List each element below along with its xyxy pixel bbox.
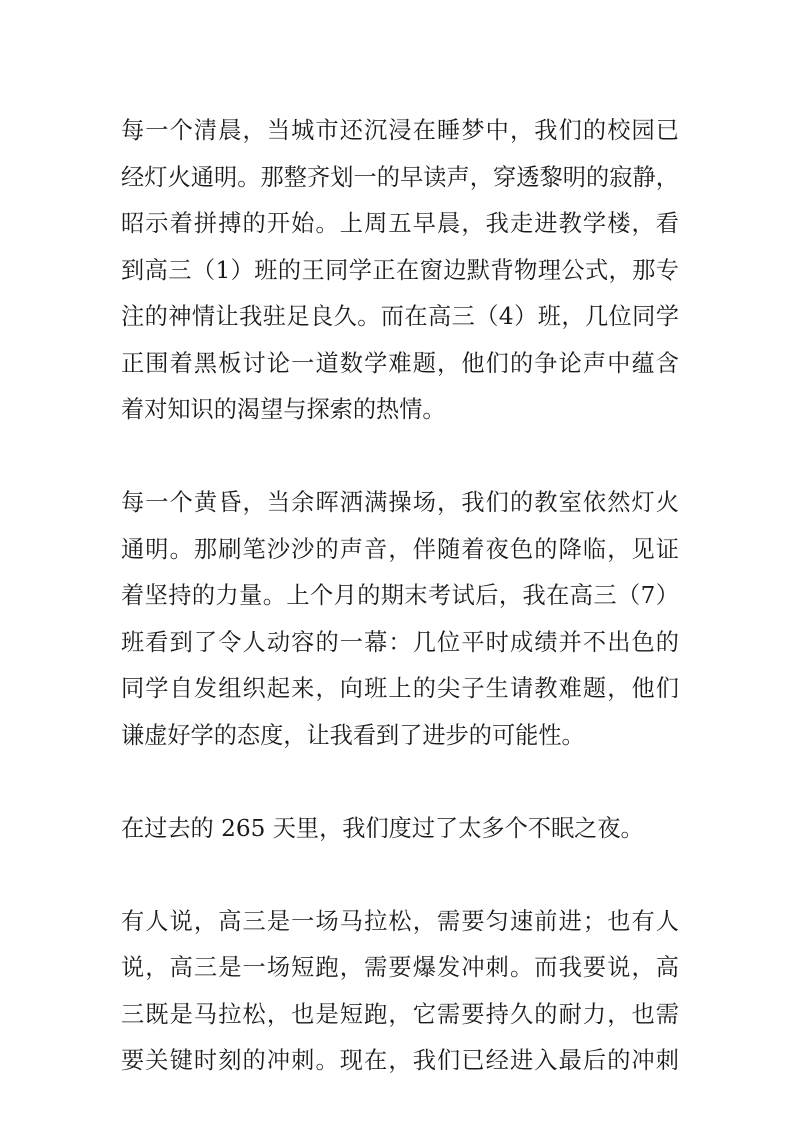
paragraph-265-days [121, 806, 679, 853]
text-line: 通明。那刷笔沙沙的声音，伴随着夜色的降临，见证 [121, 535, 679, 563]
text-line: 谦虚好学的态度，让我看到了进步的可能性。 [121, 721, 585, 749]
text-line: 三既是马拉松，也是短跑，它需要持久的耐力，也需 [121, 1000, 679, 1028]
text-line: 昭示着拼搏的开始。上周五早晨，我走进教学楼，看 [121, 210, 679, 237]
text-line: 要关键时刻的冲刺。现在，我们已经进入最后的冲刺 [121, 1047, 679, 1074]
text-line: 每一个清晨，当城市还沉浸在睡梦中，我们的校园已 [121, 117, 679, 144]
document-body [121, 108, 679, 1131]
paragraph-marathon [121, 899, 679, 1085]
paragraph-evening [121, 480, 679, 759]
text-line: 正围着黑板讨论一道数学难题，他们的争论声中蕴含 [121, 349, 679, 377]
text-line: 注的神情让我驻足良久。而在高三（4）班，几位同学 [121, 303, 679, 330]
text-line: 班看到了令人动容的一幕：几位平时成绩并不出色的 [121, 628, 679, 656]
text-line: 到高三（1）班的王同学正在窗边默背物理公式，那专 [121, 256, 679, 284]
paragraph-morning [121, 108, 679, 434]
text-line: 每一个黄昏，当余晖洒满操场，我们的教室依然灯火 [121, 489, 679, 516]
text-line: 在过去的 265 天里，我们度过了太多个不眠之夜。 [121, 814, 644, 842]
text-line: 着坚持的力量。上个月的期末考试后，我在高三（7） [121, 582, 679, 609]
text-line: 有人说，高三是一场马拉松，需要匀速前进；也有人 [121, 907, 679, 935]
text-line: 经灯火通明。那整齐划一的早读声，穿透黎明的寂静， [121, 163, 679, 191]
text-line: 同学自发组织起来，向班上的尖子生请教难题，他们 [121, 675, 679, 702]
text-line: 说，高三是一场短跑，需要爆发冲刺。而我要说，高 [121, 954, 679, 981]
text-line: 着对知识的渴望与探索的热情。 [121, 396, 446, 423]
